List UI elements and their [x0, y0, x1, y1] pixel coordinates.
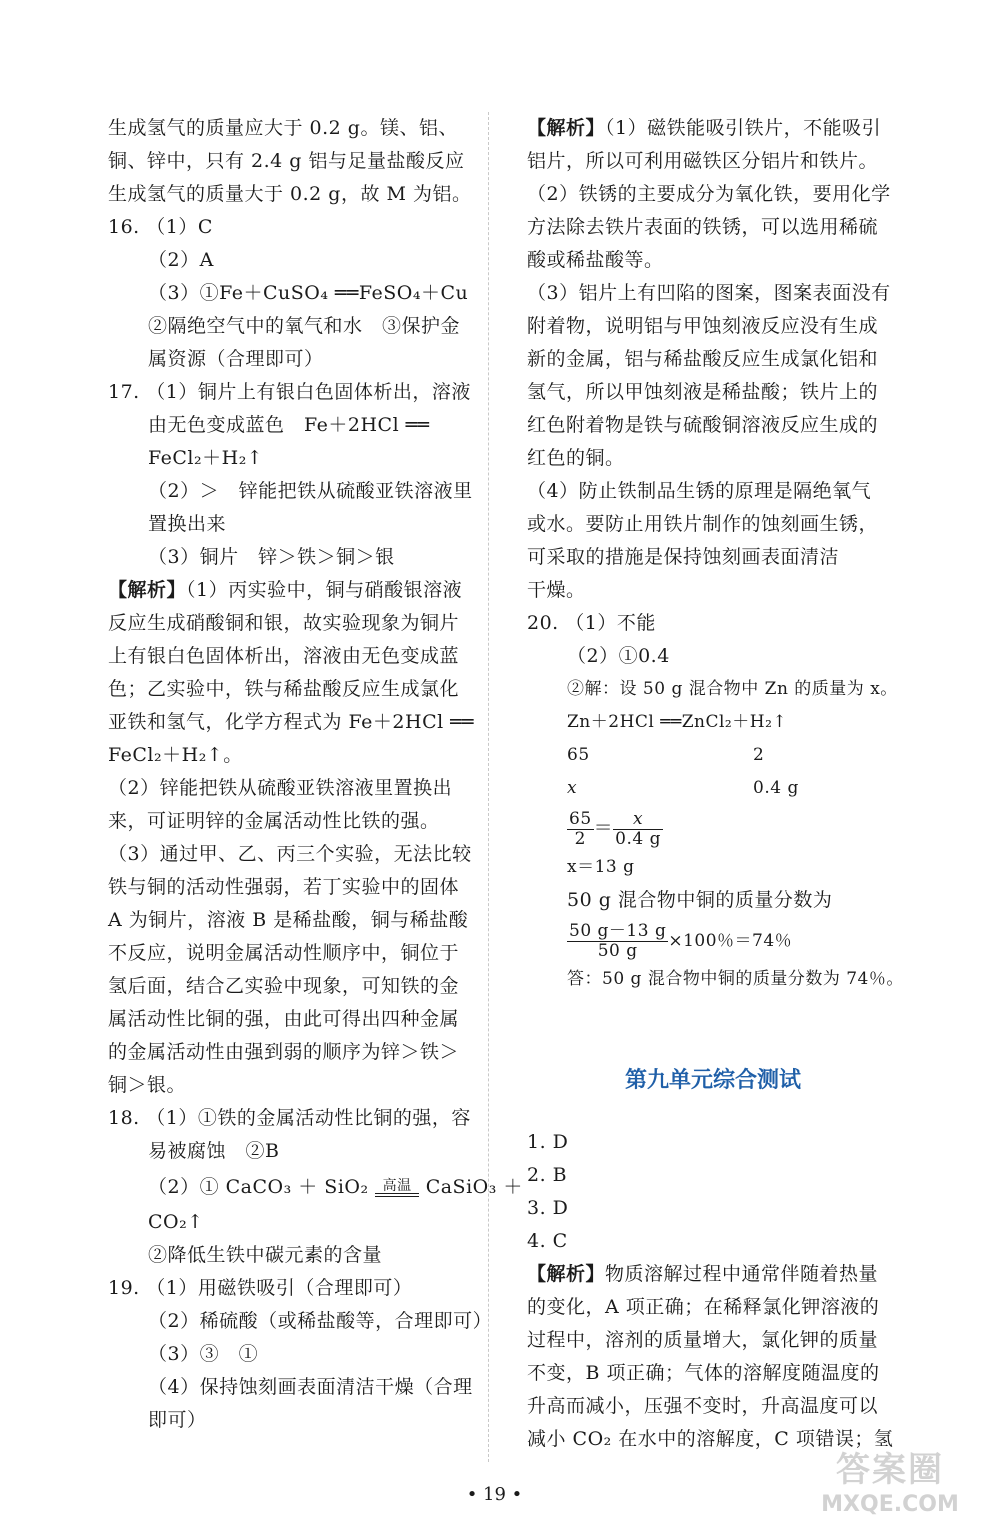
ratio-row — [527, 772, 899, 805]
text-line: （4）防止铁制品生锈的原理是隔绝氧气 — [527, 480, 872, 502]
text-line: 铜＞银。 — [108, 1074, 187, 1096]
text-line: 来，可证明锌的金属活动性比铁的强。 — [108, 810, 440, 832]
question-20: 20. （1）不能 — [527, 612, 656, 634]
answer-line: ②降低生铁中碳元素的含量 — [148, 1244, 383, 1266]
text-line: 的金属活动性由强到弱的顺序为锌＞铁＞ — [108, 1041, 460, 1063]
right-column-lower — [527, 1126, 899, 1456]
analysis-text: （1）丙实验中，铜与硝酸银溶液 — [186, 579, 463, 601]
right-column — [527, 112, 904, 996]
answer-item: 2. B — [527, 1164, 568, 1186]
solution-line: ②解：设 50 g 混合物中 Zn 的质量为 x。 — [567, 679, 898, 699]
equals-sign: ＝ — [593, 817, 614, 839]
analysis-label: 【解析】 — [527, 1263, 606, 1285]
equation-line: （3）①Fe＋CuSO₄ ══FeSO₄＋Cu — [148, 282, 469, 304]
answer-line: 易被腐蚀 ②B — [148, 1140, 280, 1162]
numerator: 50 g－13 g — [569, 920, 667, 941]
proportion-line — [527, 805, 899, 851]
page-number: • 19 • — [466, 1484, 523, 1505]
percentage-line — [527, 917, 899, 963]
answer-item: 4. C — [527, 1230, 568, 1252]
text-line: 不反应，说明金属活动性顺序中，铜位于 — [108, 942, 460, 964]
result-line: x＝13 g — [567, 857, 635, 877]
question-18: 18. （1）①铁的金属活动性比铜的强，容 — [108, 1107, 471, 1129]
text-line: 铜、锌中，只有 2.4 g 铝与足量盐酸反应 — [108, 150, 465, 172]
high-temp-arrow — [375, 1179, 419, 1197]
text-line: 过程中，溶剂的质量增大，氯化钾的质量 — [527, 1329, 879, 1351]
equation-reactants: （2）① CaCO₃ ＋ SiO₂ — [148, 1176, 369, 1198]
text-line: 或水。要防止用铁片制作的蚀刻画生锈， — [527, 513, 879, 535]
analysis-text: （1）磁铁能吸引铁片，不能吸引 — [605, 117, 882, 139]
answer-line: （2）①0.4 — [567, 645, 670, 667]
left-column — [108, 112, 523, 1437]
watermark-logo-text: 答案圈 — [836, 1450, 944, 1490]
denominator: 50 g — [597, 940, 638, 961]
question-17: 17. （1）铜片上有银白色固体析出，溶液 — [108, 381, 471, 403]
text-line: 可采取的措施是保持蚀刻画表面清洁 — [527, 546, 840, 568]
ratio-right: 2 — [753, 745, 765, 765]
section-title: 第九单元综合测试 — [624, 1068, 801, 1093]
text-line: 铝片，所以可利用磁铁区分铝片和铁片。 — [527, 150, 879, 172]
answer-line: （2）A — [148, 249, 214, 271]
text-line: 上有银白色固体析出，溶液由无色变成蓝 — [108, 645, 460, 667]
denominator: 0.4 g — [615, 828, 661, 849]
analysis-label: 【解析】 — [527, 117, 606, 139]
text-line: 不变，B 项正确；气体的溶解度随温度的 — [527, 1362, 880, 1384]
final-answer: 答：50 g 混合物中铜的质量分数为 74％。 — [567, 969, 904, 989]
text-line: 升高而减小，压强不变时，升高温度可以 — [527, 1395, 879, 1417]
answer-item: 1. D — [527, 1131, 569, 1153]
answer-line: 属资源（合理即可） — [148, 348, 324, 370]
text-line: 的变化，A 项正确；在稀释氯化钾溶液的 — [527, 1296, 880, 1318]
text-line: 50 g 混合物中铜的质量分数为 — [567, 889, 833, 911]
text-line: 铁与铜的活动性强弱，若丁实验中的固体 — [108, 876, 460, 898]
text-line: 方法除去铁片表面的铁锈，可以选用稀硫 — [527, 216, 879, 238]
answer-line: （2）＞ 锌能把铁从硫酸亚铁溶液里 — [148, 480, 473, 502]
answer-item: 3. D — [527, 1197, 569, 1219]
text-line: 红色的铜。 — [527, 447, 625, 469]
answer-line: 置换出来 — [148, 513, 227, 535]
watermark-url: MXQE.COM — [821, 1492, 959, 1517]
fraction — [567, 810, 594, 849]
column-divider — [488, 112, 489, 1462]
text-line: 反应生成硝酸铜和银，故实验现象为铜片 — [108, 612, 460, 634]
text-line: 干燥。 — [527, 579, 586, 601]
text-line: （2）锌能把铁从硫酸亚铁溶液里置换出 — [108, 777, 453, 799]
answer-line: 即可） — [148, 1409, 207, 1431]
high-temp-label: 高温 — [382, 1178, 412, 1194]
text-line: A 为铜片，溶液 B 是稀盐酸，铜与稀盐酸 — [108, 909, 469, 931]
question-19: 19. （1）用磁铁吸引（合理即可） — [108, 1277, 413, 1299]
text-line: 属活动性比铜的强，由此可得出四种金属 — [108, 1008, 460, 1030]
ratio-right: 0.4 g — [753, 778, 799, 798]
denominator: 2 — [574, 828, 586, 849]
equation-line: CO₂↑ — [148, 1211, 204, 1233]
answer-line: （3）铜片 锌＞铁＞铜＞银 — [148, 546, 395, 568]
text-line: 亚铁和氢气，化学方程式为 Fe＋2HCl ══ — [108, 711, 475, 733]
text-line: 氢气，所以甲蚀刻液是稀盐酸；铁片上的 — [527, 381, 879, 403]
analysis-text: 物质溶解过程中通常伴随着热量 — [605, 1263, 879, 1285]
numerator: 65 — [569, 808, 592, 829]
answer-line: ②隔绝空气中的氧气和水 ③保护金 — [148, 315, 461, 337]
analysis-line — [527, 1258, 899, 1291]
analysis-label: 【解析】 — [108, 579, 187, 601]
text-line: （3）铝片上有凹陷的图案，图案表面没有 — [527, 282, 891, 304]
text-line: 减小 CO₂ 在水中的溶解度，C 项错误；氢 — [527, 1428, 894, 1450]
percentage-result: ×100％＝74％ — [668, 931, 793, 951]
text-line: 附着物，说明铝与甲蚀刻液反应没有生成 — [527, 315, 879, 337]
answer-line: （2）稀硫酸（或稀盐酸等，合理即可） — [148, 1310, 493, 1332]
text-line: （2）铁锈的主要成分为氧化铁，要用化学 — [527, 183, 891, 205]
watermark-logo — [800, 1448, 980, 1526]
text-line: 红色附着物是铁与硫酸铜溶液反应生成的 — [527, 414, 879, 436]
ratio-row — [527, 739, 899, 772]
text-line: 氢后面，结合乙实验中现象，可知铁的金 — [108, 975, 460, 997]
answer-line: （3）③ ① — [148, 1343, 259, 1365]
text-line: 新的金属，铝与稀盐酸反应生成氯化铝和 — [527, 348, 879, 370]
fraction — [567, 922, 668, 961]
question-16: 16. （1）C — [108, 216, 213, 238]
analysis-line — [527, 112, 899, 145]
equation-line: Zn＋2HCl ══ZnCl₂＋H₂↑ — [567, 712, 788, 732]
fraction — [613, 810, 663, 849]
equation-products: CaSiO₃ ＋ — [425, 1176, 523, 1198]
ratio-left: x — [567, 778, 578, 798]
text-line: 色；乙实验中，铁与稀盐酸反应生成氯化 — [108, 678, 460, 700]
text-line: 生成氢气的质量大于 0.2 g，故 M 为铝。 — [108, 183, 472, 205]
text-line: （3）通过甲、乙、丙三个实验，无法比较 — [108, 843, 472, 865]
answer-line: （4）保持蚀刻画表面清洁干燥（合理 — [148, 1376, 473, 1398]
answer-line: 由无色变成蓝色 Fe＋2HCl ══ — [148, 414, 430, 436]
ratio-left: 65 — [567, 745, 590, 765]
text-line: 酸或稀盐酸等。 — [527, 249, 664, 271]
equation-line: FeCl₂＋H₂↑。 — [108, 744, 243, 766]
analysis-line — [108, 574, 484, 607]
numerator: x — [613, 810, 663, 830]
equation-line: FeCl₂＋H₂↑ — [148, 447, 264, 469]
text-line: 生成氢气的质量应大于 0.2 g。镁、铝、 — [108, 117, 458, 139]
equation-line — [108, 1168, 523, 1206]
